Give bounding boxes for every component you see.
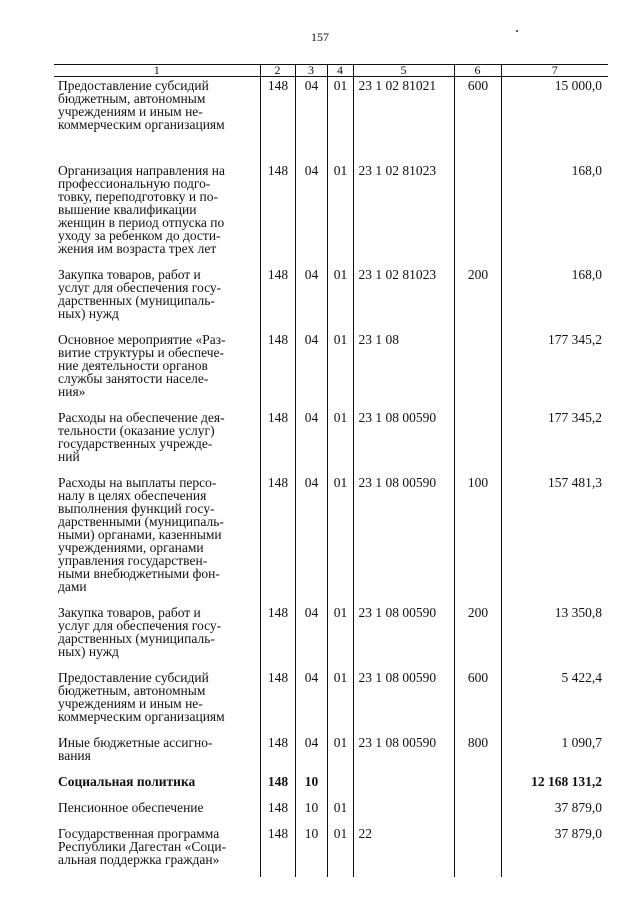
- description-line: услуг для обеспечения госу-: [58, 617, 222, 633]
- description-line: учреждениям и иным не-: [58, 695, 203, 711]
- description-line: витие структуры и обеспече-: [58, 344, 225, 360]
- cell-description: [54, 411, 260, 476]
- cell-target-article: 23 1 08 00590: [353, 671, 454, 736]
- cell-target-article: 22: [353, 827, 454, 877]
- description-line: учреждениями, органами: [58, 539, 204, 555]
- description-line: вышение квалификации: [58, 201, 197, 217]
- description-line: профессиональную подго-: [58, 175, 211, 191]
- cell-expense-type: [454, 827, 501, 877]
- description-line: Государственная программа: [58, 825, 220, 841]
- cell-subsection: 01: [327, 333, 353, 411]
- cell-amount: 15 000,0: [501, 77, 608, 164]
- table-row: [54, 606, 608, 671]
- description-line: альная поддержка граждан»: [58, 851, 220, 867]
- cell-section: 10: [295, 801, 327, 827]
- cell-subsection: 01: [327, 801, 353, 827]
- col-header-1: 1: [54, 65, 260, 77]
- table-row: [54, 476, 608, 606]
- cell-description: [54, 268, 260, 333]
- cell-subsection: 01: [327, 671, 353, 736]
- description-line: Предоставление субсидий: [58, 669, 209, 685]
- description-line: коммерческим организациям: [58, 117, 225, 132]
- description-line: ных) нужд: [58, 305, 119, 321]
- cell-amount: 177 345,2: [501, 411, 608, 476]
- cell-amount: 37 879,0: [501, 801, 608, 827]
- cell-section: 04: [295, 411, 327, 476]
- cell-expense-type: 200: [454, 606, 501, 671]
- cell-description: [54, 606, 260, 671]
- cell-section: 04: [295, 736, 327, 775]
- cell-subsection: 01: [327, 736, 353, 775]
- cell-expense-type: 800: [454, 736, 501, 775]
- description-line: уходу за ребенком до дости-: [58, 227, 221, 243]
- cell-target-article: 23 1 08 00590: [353, 411, 454, 476]
- cell-description: [54, 775, 260, 801]
- cell-expense-type: 600: [454, 671, 501, 736]
- cell-target-article: 23 1 02 81023: [353, 164, 454, 268]
- table-row: [54, 671, 608, 736]
- description-line: Пенсионное обеспечение: [58, 799, 204, 815]
- cell-target-article: 23 1 08 00590: [353, 476, 454, 606]
- description-line: дарственных (муниципаль-: [58, 630, 215, 646]
- cell-grbs: 148: [260, 671, 295, 736]
- cell-subsection: 01: [327, 411, 353, 476]
- description-line: Организация направления на: [58, 162, 226, 178]
- cell-amount: 177 345,2: [501, 333, 608, 411]
- cell-section: 04: [295, 333, 327, 411]
- cell-target-article: 23 1 02 81023: [353, 268, 454, 333]
- description-line: Республики Дагестан «Соци-: [58, 838, 227, 854]
- cell-grbs: 148: [260, 268, 295, 333]
- table-row: [54, 333, 608, 411]
- cell-expense-type: [454, 411, 501, 476]
- description-line: ными внебюджетными фон-: [58, 565, 220, 581]
- cell-grbs: 148: [260, 333, 295, 411]
- description-line: выполнения функций госу-: [58, 500, 215, 516]
- cell-subsection: 01: [327, 476, 353, 606]
- table-row: [54, 77, 608, 164]
- table-row: [54, 411, 608, 476]
- cell-expense-type: 200: [454, 268, 501, 333]
- table-row: [54, 775, 608, 801]
- description-line: Закупка товаров, работ и: [58, 604, 201, 620]
- cell-description: [54, 671, 260, 736]
- cell-expense-type: 600: [454, 77, 501, 164]
- description-line: бюджетным, автономным: [58, 91, 206, 106]
- cell-amount: 157 481,3: [501, 476, 608, 606]
- cell-target-article: [353, 801, 454, 827]
- cell-grbs: 148: [260, 801, 295, 827]
- cell-amount: 1 090,7: [501, 736, 608, 775]
- col-header-5: 5: [353, 65, 454, 77]
- description-line: Расходы на выплаты персо-: [58, 474, 217, 490]
- cell-subsection: 01: [327, 164, 353, 268]
- description-line: ными) органами, казенными: [58, 526, 222, 542]
- description-line: управления государствен-: [58, 552, 208, 568]
- cell-amount: 12 168 131,2: [501, 775, 608, 801]
- description-line: налу в целях обеспечения: [58, 487, 207, 503]
- cell-description: [54, 164, 260, 268]
- cell-amount: 168,0: [501, 164, 608, 268]
- header-row: [54, 65, 608, 77]
- cell-section: 04: [295, 606, 327, 671]
- description-line: вания: [58, 747, 91, 763]
- cell-target-article: 23 1 08: [353, 333, 454, 411]
- description-line: государственных учрежде-: [58, 435, 213, 451]
- cell-description: [54, 827, 260, 877]
- cell-expense-type: [454, 333, 501, 411]
- cell-grbs: 148: [260, 164, 295, 268]
- cell-expense-type: [454, 775, 501, 801]
- table-row: [54, 827, 608, 877]
- description-line: Расходы на обеспечение дея-: [58, 409, 225, 425]
- description-line: Социальная политика: [58, 773, 196, 789]
- table-row: [54, 736, 608, 775]
- description-line: ний: [58, 448, 80, 464]
- cell-section: 10: [295, 827, 327, 877]
- description-line: дарственных (муниципаль-: [58, 292, 215, 308]
- col-header-6: 6: [454, 65, 501, 77]
- description-line: товку, переподготовку и по-: [58, 188, 218, 204]
- table-body: [54, 77, 608, 877]
- cell-section: 04: [295, 476, 327, 606]
- description-line: жения им возраста трех лет: [58, 240, 217, 256]
- description-line: дарственными (муниципаль-: [58, 513, 224, 529]
- cell-description: [54, 736, 260, 775]
- cell-amount: 13 350,8: [501, 606, 608, 671]
- cell-subsection: [327, 775, 353, 801]
- cell-section: 04: [295, 268, 327, 333]
- cell-expense-type: [454, 164, 501, 268]
- col-header-7: 7: [501, 65, 608, 77]
- table-row: [54, 801, 608, 827]
- description-line: бюджетным, автономным: [58, 682, 206, 698]
- cell-subsection: 01: [327, 268, 353, 333]
- cell-grbs: 148: [260, 775, 295, 801]
- cell-grbs: 148: [260, 827, 295, 877]
- description-line: Предоставление субсидий: [58, 78, 209, 93]
- description-line: учреждениям и иным не-: [58, 104, 203, 119]
- cell-description: [54, 476, 260, 606]
- description-line: коммерческим организациям: [58, 708, 225, 724]
- description-line: ния»: [58, 383, 86, 399]
- description-line: Закупка товаров, работ и: [58, 266, 201, 282]
- cell-description: [54, 801, 260, 827]
- description-line: ние деятельности органов: [58, 357, 208, 373]
- cell-subsection: 01: [327, 606, 353, 671]
- cell-section: 04: [295, 77, 327, 164]
- cell-amount: 5 422,4: [501, 671, 608, 736]
- cell-subsection: 01: [327, 77, 353, 164]
- cell-section: 04: [295, 164, 327, 268]
- cell-section: 10: [295, 775, 327, 801]
- cell-grbs: 148: [260, 606, 295, 671]
- description-line: ных) нужд: [58, 643, 119, 659]
- description-line: дами: [58, 578, 87, 594]
- table-row: [54, 268, 608, 333]
- description-line: услуг для обеспечения госу-: [58, 279, 222, 295]
- cell-grbs: 148: [260, 411, 295, 476]
- scan-speck: [516, 30, 518, 32]
- cell-target-article: 23 1 02 81021: [353, 77, 454, 164]
- cell-target-article: 23 1 08 00590: [353, 606, 454, 671]
- cell-subsection: 01: [327, 827, 353, 877]
- col-header-4: 4: [327, 65, 353, 77]
- cell-grbs: 148: [260, 476, 295, 606]
- description-line: службы занятости населе-: [58, 370, 209, 386]
- description-line: женщин в период отпуска по: [58, 214, 225, 230]
- description-line: Иные бюджетные ассигно-: [58, 734, 213, 750]
- col-header-3: 3: [295, 65, 327, 77]
- budget-table: [54, 64, 608, 877]
- cell-grbs: 148: [260, 736, 295, 775]
- cell-description: [54, 77, 260, 164]
- cell-expense-type: [454, 801, 501, 827]
- cell-amount: 37 879,0: [501, 827, 608, 877]
- cell-target-article: 23 1 08 00590: [353, 736, 454, 775]
- cell-amount: 168,0: [501, 268, 608, 333]
- table-row: [54, 164, 608, 268]
- cell-section: 04: [295, 671, 327, 736]
- page-number: 157: [311, 30, 329, 44]
- description-line: тельности (оказание услуг): [58, 422, 215, 438]
- cell-description: [54, 333, 260, 411]
- cell-expense-type: 100: [454, 476, 501, 606]
- cell-target-article: [353, 775, 454, 801]
- col-header-2: 2: [260, 65, 295, 77]
- description-line: Основное мероприятие «Раз-: [58, 331, 226, 347]
- cell-grbs: 148: [260, 77, 295, 164]
